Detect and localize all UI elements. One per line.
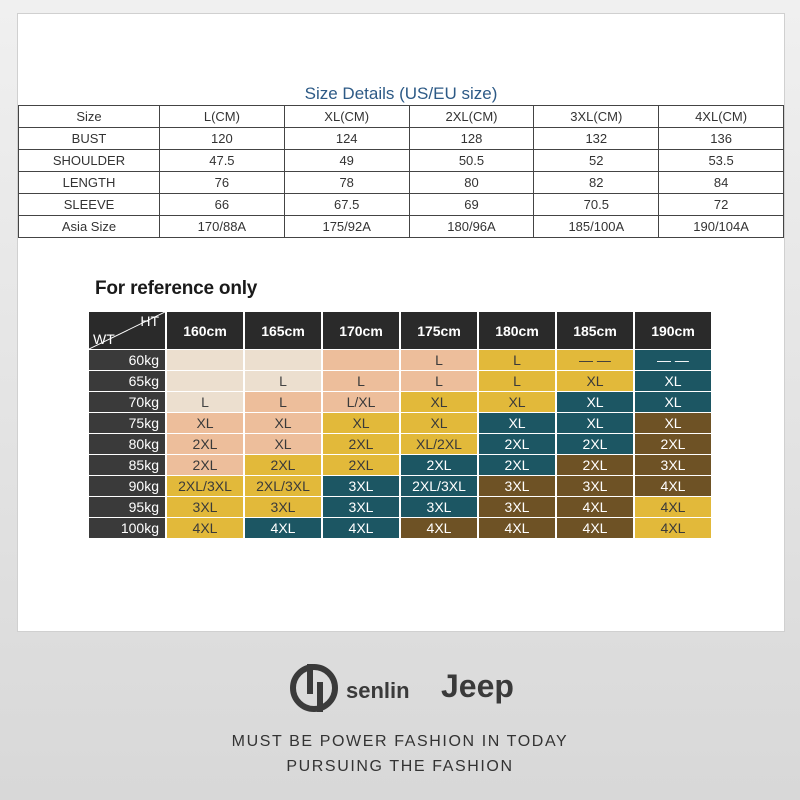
size-recommendation-cell: 3XL [167,497,243,517]
size-recommendation-cell: 4XL [167,518,243,538]
size-recommendation-cell: — — [635,350,711,370]
size-recommendation-cell: XL [401,413,477,433]
reference-size-grid [89,312,713,555]
tagline-line-2: PURSUING THE FASHION [286,758,514,775]
details-row-label: SLEEVE [19,194,160,216]
details-cell: 52 [534,150,659,172]
size-recommendation-cell: 4XL [323,518,399,538]
size-recommendation-cell: XL [557,392,633,412]
size-recommendation-cell: L [323,371,399,391]
details-cell: 124 [284,128,409,150]
weight-label-cell: 90kg [89,476,165,496]
size-details-title: Size Details (US/EU size) [304,84,498,103]
details-row-label: BUST [19,128,160,150]
details-cell: 53.5 [659,150,784,172]
details-row [19,172,784,194]
details-cell: 76 [160,172,285,194]
size-recommendation-cell: 4XL [557,497,633,517]
size-recommendation-cell: 3XL [479,497,555,517]
weight-label-cell: 85kg [89,455,165,475]
size-recommendation-cell: 4XL [245,518,321,538]
size-recommendation-cell: 4XL [401,518,477,538]
height-header-cell: 175cm [401,312,477,349]
size-recommendation-cell: 4XL [635,518,711,538]
size-chart-card [17,13,785,632]
size-recommendation-cell: 3XL [635,455,711,475]
brand-mark-icon [288,660,340,716]
reference-title: For reference only [95,278,258,299]
details-row-label: LENGTH [19,172,160,194]
size-recommendation-cell: 2XL [167,434,243,454]
size-recommendation-cell: 2XL [245,455,321,475]
size-recommendation-cell: 4XL [635,476,711,496]
details-row [19,194,784,216]
details-cell: 190/104A [659,216,784,238]
details-header-row [19,106,784,128]
size-recommendation-cell: L [245,392,321,412]
size-recommendation-cell: 2XL [557,455,633,475]
details-cell: 49 [284,150,409,172]
size-recommendation-cell: L [401,371,477,391]
details-row-label: SHOULDER [19,150,160,172]
height-header-cell: 160cm [167,312,243,349]
details-row [19,216,784,238]
details-cell: 180/96A [409,216,534,238]
size-recommendation-cell: L/XL [323,392,399,412]
size-recommendation-cell: 2XL [401,455,477,475]
height-axis-label: HT [140,313,159,329]
size-recommendation-cell: 3XL [401,497,477,517]
size-recommendation-cell: XL [557,413,633,433]
size-recommendation-cell: XL [635,413,711,433]
size-recommendation-cell: XL [167,413,243,433]
weight-label-cell: 70kg [89,392,165,412]
size-recommendation-cell: 2XL [635,434,711,454]
details-cell: 82 [534,172,659,194]
details-header-cell: 4XL(CM) [659,106,784,128]
size-recommendation-cell: L [479,371,555,391]
height-header-cell: 185cm [557,312,633,349]
size-recommendation-cell: 4XL [557,518,633,538]
details-header-cell: XL(CM) [284,106,409,128]
details-cell: 175/92A [284,216,409,238]
details-cell: 120 [160,128,285,150]
weight-label-cell: 60kg [89,350,165,370]
brand-prefix: senlin [346,678,410,703]
details-cell: 69 [409,194,534,216]
details-cell: 84 [659,172,784,194]
size-recommendation-cell: 2XL/3XL [401,476,477,496]
details-cell: 80 [409,172,534,194]
grid-corner-header [89,312,165,349]
details-cell: 47.5 [160,150,285,172]
size-recommendation-cell: 2XL/3XL [245,476,321,496]
details-cell: 170/88A [160,216,285,238]
size-recommendation-cell: XL [635,371,711,391]
height-header-cell: 180cm [479,312,555,349]
size-recommendation-cell: L [401,350,477,370]
brand-logo [288,660,538,716]
weight-label-cell: 65kg [89,371,165,391]
size-details-table [18,105,784,238]
details-row [19,150,784,172]
size-recommendation-cell [167,350,243,370]
size-recommendation-cell [167,371,243,391]
size-recommendation-cell: 2XL [557,434,633,454]
size-recommendation-cell: XL [557,371,633,391]
tagline-line-1: MUST BE POWER FASHION IN TODAY [231,733,569,750]
size-recommendation-cell [245,350,321,370]
size-recommendation-cell: XL [479,392,555,412]
size-recommendation-cell: XL [245,434,321,454]
size-recommendation-cell: XL [479,413,555,433]
size-recommendation-cell: L [167,392,243,412]
size-recommendation-cell: L [479,350,555,370]
details-cell: 50.5 [409,150,534,172]
details-row-label: Asia Size [19,216,160,238]
size-recommendation-cell: 2XL [167,455,243,475]
size-recommendation-cell: 2XL [323,455,399,475]
size-recommendation-cell: XL/2XL [401,434,477,454]
size-recommendation-cell: 2XL/3XL [167,476,243,496]
weight-label-cell: 95kg [89,497,165,517]
details-cell: 136 [659,128,784,150]
details-cell: 78 [284,172,409,194]
size-recommendation-cell: — — [557,350,633,370]
height-header-cell: 190cm [635,312,711,349]
details-header-cell: 3XL(CM) [534,106,659,128]
size-recommendation-cell: 2XL [479,455,555,475]
size-recommendation-cell: 4XL [635,497,711,517]
weight-axis-label: WT [93,331,115,347]
details-cell: 132 [534,128,659,150]
brand-name: Jeep [441,668,514,704]
details-header-cell: 2XL(CM) [409,106,534,128]
size-recommendation-cell: L [245,371,321,391]
details-cell: 67.5 [284,194,409,216]
size-recommendation-cell: 3XL [323,476,399,496]
size-recommendation-cell: 2XL [323,434,399,454]
details-cell: 66 [160,194,285,216]
size-recommendation-cell: 3XL [557,476,633,496]
size-recommendation-cell: XL [635,392,711,412]
details-cell: 72 [659,194,784,216]
details-row [19,128,784,150]
size-recommendation-cell: 3XL [323,497,399,517]
details-header-cell: L(CM) [160,106,285,128]
details-cell: 128 [409,128,534,150]
weight-label-cell: 80kg [89,434,165,454]
details-header-cell: Size [19,106,160,128]
height-header-cell: 165cm [245,312,321,349]
details-cell: 185/100A [534,216,659,238]
size-recommendation-cell [323,350,399,370]
size-recommendation-cell: XL [323,413,399,433]
size-recommendation-cell: XL [401,392,477,412]
size-recommendation-cell: 4XL [479,518,555,538]
size-recommendation-cell: 2XL [479,434,555,454]
size-recommendation-cell: 3XL [245,497,321,517]
weight-label-cell: 75kg [89,413,165,433]
height-header-cell: 170cm [323,312,399,349]
details-cell: 70.5 [534,194,659,216]
weight-label-cell: 100kg [89,518,165,538]
size-recommendation-cell: 3XL [479,476,555,496]
size-recommendation-cell: XL [245,413,321,433]
